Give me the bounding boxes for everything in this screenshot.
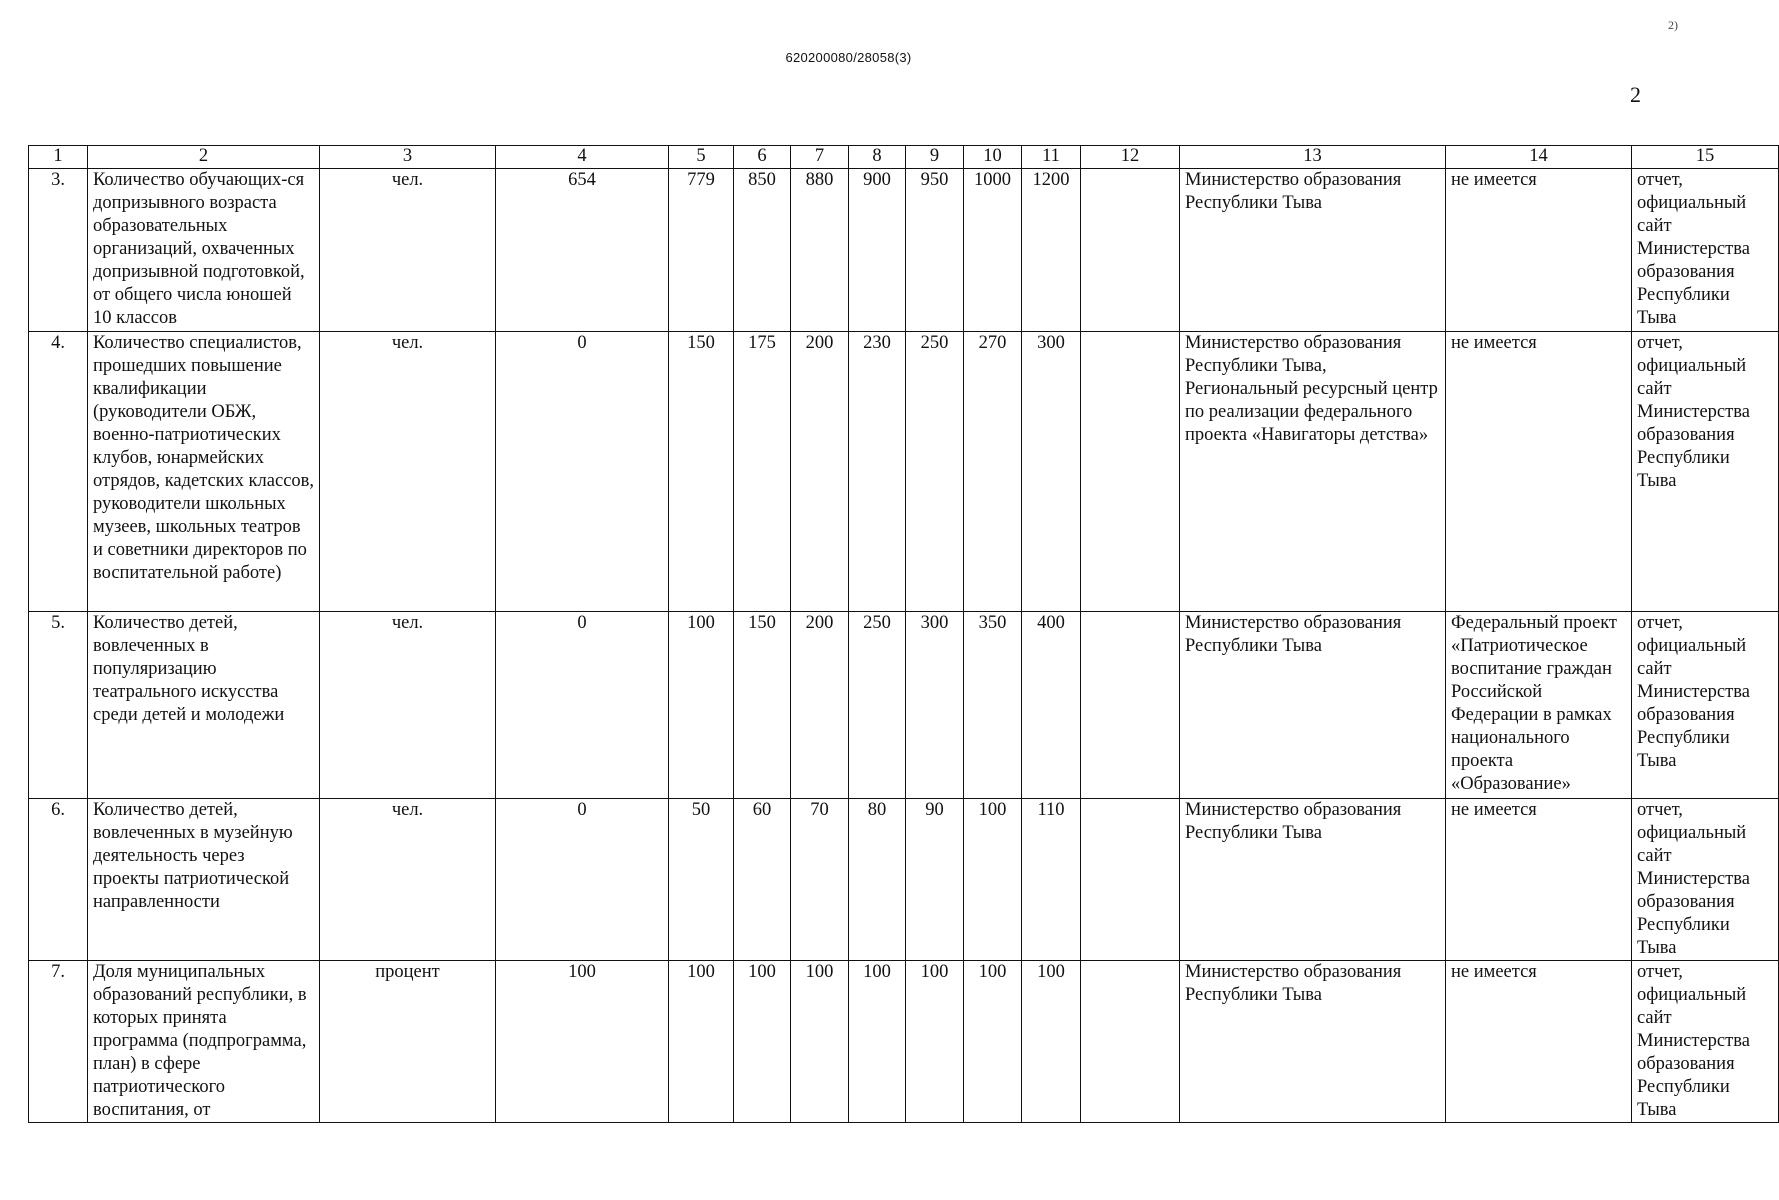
value-cell: 850 [734, 169, 791, 332]
source-cell: отчет, официальный сайт Министерства образования Республики Тыва [1632, 799, 1779, 961]
value-cell: 100 [791, 961, 849, 1123]
relation-cell: не имеется [1446, 799, 1632, 961]
unit-cell: процент [320, 961, 496, 1123]
source-cell: отчет, официальный сайт Министерства образования Республики Тыва [1632, 169, 1779, 332]
row-number: 7. [29, 961, 88, 1123]
column-header: 15 [1632, 146, 1779, 169]
column-header: 5 [669, 146, 734, 169]
column-header: 8 [849, 146, 906, 169]
value-cell: 110 [1022, 799, 1081, 961]
value-cell: 100 [496, 961, 669, 1123]
value-cell: 950 [906, 169, 964, 332]
responsible-cell: Министерство образования Республики Тыва, Региональный ресурсный центр по реализации федерального проекта «Навигаторы детства» [1180, 332, 1446, 612]
value-cell: 100 [669, 961, 734, 1123]
value-cell: 1000 [964, 169, 1022, 332]
column-header: 2 [88, 146, 320, 169]
relation-cell: не имеется [1446, 169, 1632, 332]
indicator-name: Количество детей, вовлеченных в популяризацию театрального искусства среди детей и молодежи [88, 612, 320, 799]
column-header: 7 [791, 146, 849, 169]
value-cell: 100 [964, 961, 1022, 1123]
value-cell: 50 [669, 799, 734, 961]
value-cell: 70 [791, 799, 849, 961]
value-cell: 779 [669, 169, 734, 332]
indicator-name: Количество обучающих-ся допризывного возраста образовательных организаций, охваченных допризывной подготовкой, от общего числа юношей 10 классов [88, 169, 320, 332]
indicator-name: Количество специалистов, прошедших повышение квалификации (руководители ОБЖ, военно-патриотических клубов, юнармейских отрядов, кадетских классов, руководители школьных музеев, школьных театров и советники директоров по воспитательной работе) [88, 332, 320, 612]
table-row [29, 612, 1779, 799]
value-cell: 270 [964, 332, 1022, 612]
source-cell: отчет, официальный сайт Министерства образования Республики Тыва [1632, 332, 1779, 612]
value-cell: 150 [734, 612, 791, 799]
relation-cell: Федеральный проект «Патриотическое воспитание граждан Российской Федерации в рамках национального проекта «Образование» [1446, 612, 1632, 799]
value-cell: 150 [669, 332, 734, 612]
column-header: 3 [320, 146, 496, 169]
value-cell: 100 [849, 961, 906, 1123]
empty-cell [1081, 961, 1180, 1123]
relation-cell: не имеется [1446, 961, 1632, 1123]
row-number: 5. [29, 612, 88, 799]
document-id: 620200080/28058(3) [785, 50, 912, 65]
value-cell: 100 [964, 799, 1022, 961]
column-header: 6 [734, 146, 791, 169]
table-row [29, 332, 1779, 612]
value-cell: 175 [734, 332, 791, 612]
value-cell: 200 [791, 612, 849, 799]
unit-cell: чел. [320, 799, 496, 961]
corner-mark: 2) [1668, 18, 1678, 32]
empty-cell [1081, 332, 1180, 612]
unit-cell: чел. [320, 169, 496, 332]
value-cell: 0 [496, 612, 669, 799]
column-header: 9 [906, 146, 964, 169]
column-header: 1 [29, 146, 88, 169]
value-cell: 1200 [1022, 169, 1081, 332]
value-cell: 100 [734, 961, 791, 1123]
responsible-cell: Министерство образования Республики Тыва [1180, 169, 1446, 332]
empty-cell [1081, 799, 1180, 961]
value-cell: 0 [496, 332, 669, 612]
value-cell: 100 [669, 612, 734, 799]
value-cell: 80 [849, 799, 906, 961]
value-cell: 900 [849, 169, 906, 332]
value-cell: 60 [734, 799, 791, 961]
indicator-name: Доля муниципальных образований республики, в которых принята программа (подпрограмма, план) в сфере патриотического воспитания, от [88, 961, 320, 1123]
column-header: 12 [1081, 146, 1180, 169]
column-number-row [29, 146, 1779, 169]
empty-cell [1081, 169, 1180, 332]
relation-cell: не имеется [1446, 332, 1632, 612]
empty-cell [1081, 612, 1180, 799]
indicator-name: Количество детей, вовлеченных в музейную деятельность через проекты патриотической направленности [88, 799, 320, 961]
row-number: 6. [29, 799, 88, 961]
indicators-table [28, 145, 1779, 1123]
responsible-cell: Министерство образования Республики Тыва [1180, 612, 1446, 799]
value-cell: 250 [906, 332, 964, 612]
value-cell: 350 [964, 612, 1022, 799]
source-cell: отчет, официальный сайт Министерства образования Республики Тыва [1632, 612, 1779, 799]
source-cell: отчет, официальный сайт Министерства образования Республики Тыва [1632, 961, 1779, 1123]
unit-cell: чел. [320, 332, 496, 612]
responsible-cell: Министерство образования Республики Тыва [1180, 961, 1446, 1123]
value-cell: 90 [906, 799, 964, 961]
page-number: 2 [1630, 82, 1641, 107]
value-cell: 400 [1022, 612, 1081, 799]
table-row [29, 961, 1779, 1123]
value-cell: 250 [849, 612, 906, 799]
value-cell: 100 [906, 961, 964, 1123]
table-row [29, 799, 1779, 961]
value-cell: 300 [906, 612, 964, 799]
unit-cell: чел. [320, 612, 496, 799]
column-header: 10 [964, 146, 1022, 169]
value-cell: 300 [1022, 332, 1081, 612]
row-number: 4. [29, 332, 88, 612]
responsible-cell: Министерство образования Республики Тыва [1180, 799, 1446, 961]
value-cell: 200 [791, 332, 849, 612]
value-cell: 100 [1022, 961, 1081, 1123]
value-cell: 230 [849, 332, 906, 612]
value-cell: 654 [496, 169, 669, 332]
column-header: 11 [1022, 146, 1081, 169]
row-number: 3. [29, 169, 88, 332]
value-cell: 0 [496, 799, 669, 961]
column-header: 13 [1180, 146, 1446, 169]
table-row [29, 169, 1779, 332]
column-header: 4 [496, 146, 669, 169]
column-header: 14 [1446, 146, 1632, 169]
value-cell: 880 [791, 169, 849, 332]
